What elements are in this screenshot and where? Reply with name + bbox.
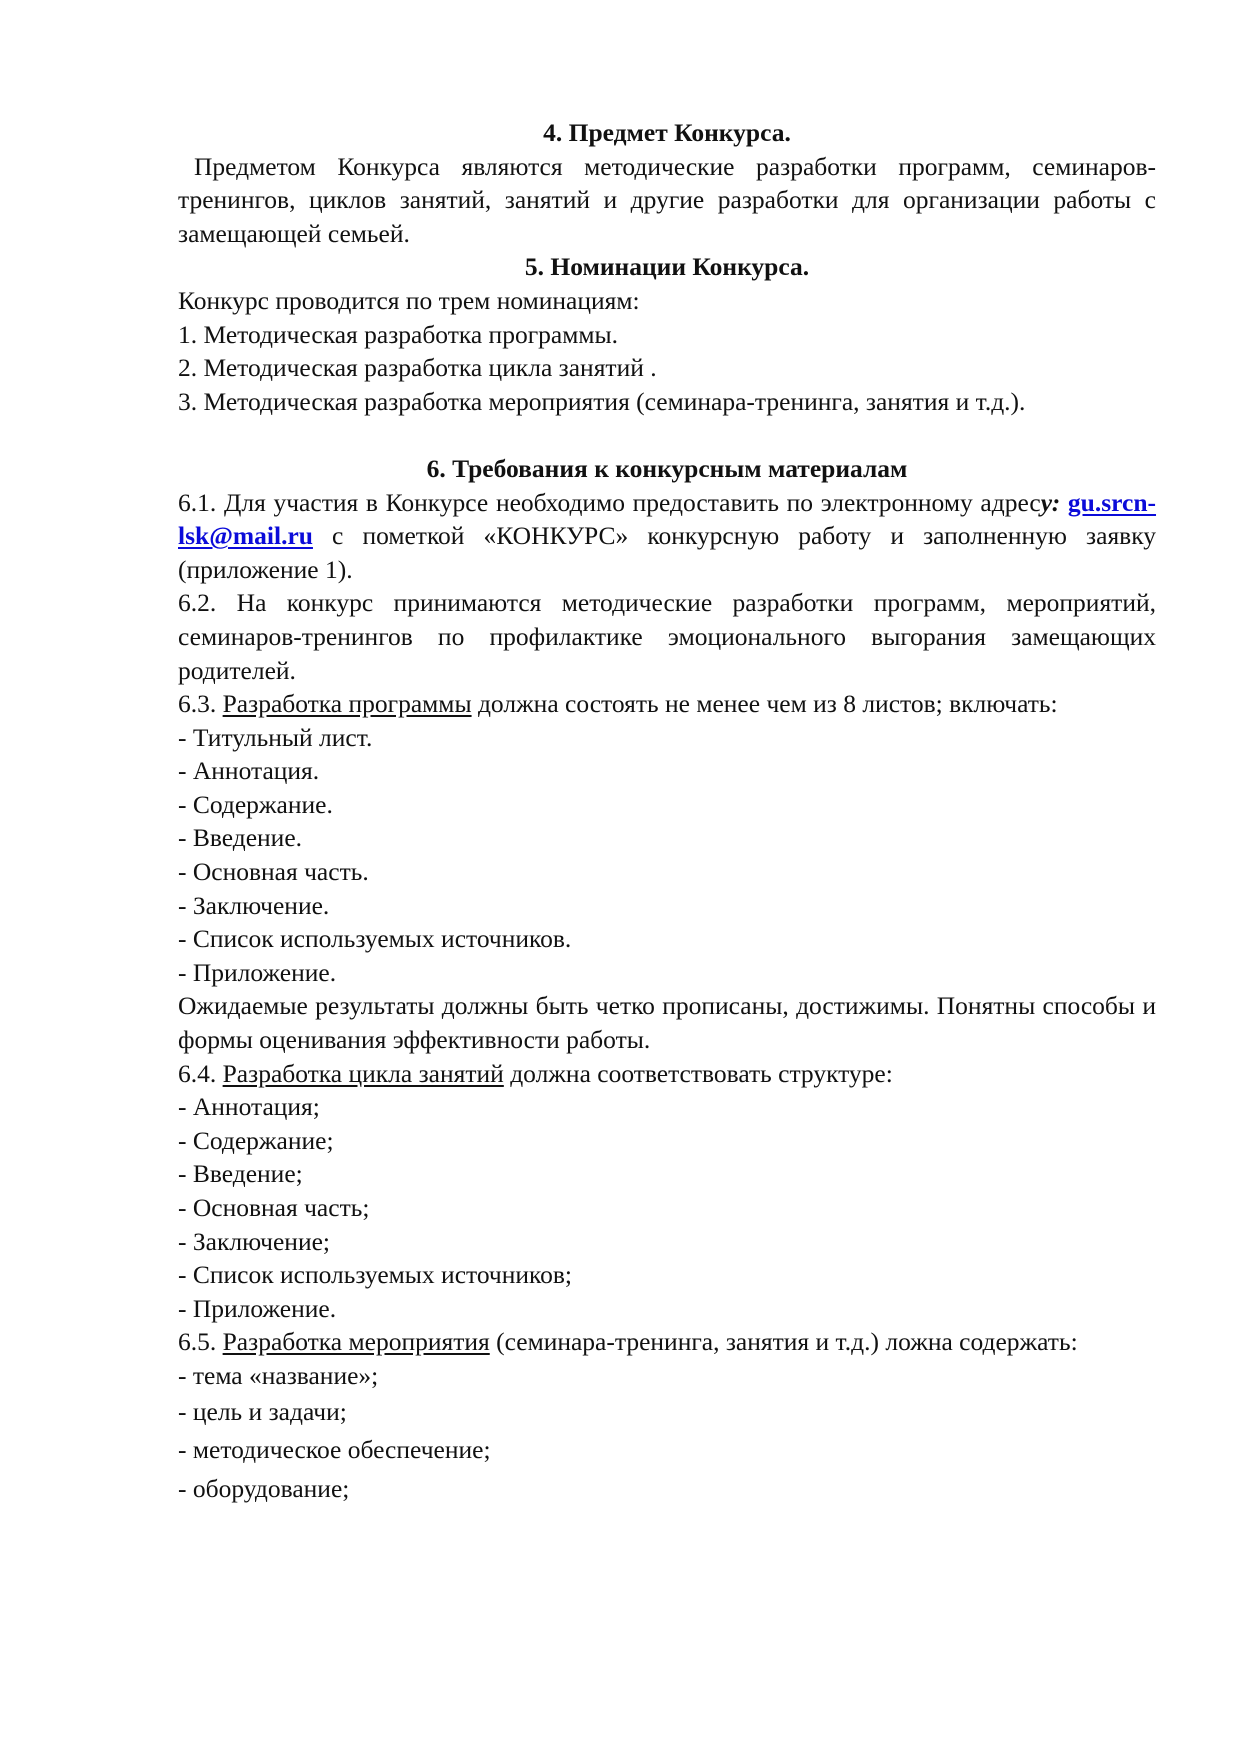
section-4-text: Предметом Конкурса являются методические разработки программ, семинаров-тренингов, циклов занятий, занятий и другие разработки для организации работы с замещающей семьей.	[178, 151, 1156, 248]
paragraph-6-1	[178, 486, 1156, 587]
course-structure-item: - Введение;	[178, 1159, 303, 1189]
course-structure-item: - Содержание;	[178, 1125, 334, 1155]
program-structure-item: - Титульный лист.	[178, 722, 373, 752]
program-structure-item: - Основная часть.	[178, 857, 369, 887]
paragraph-6-1-emph: у:	[1040, 487, 1061, 517]
section-5-title: 5. Номинации Конкурса.	[524, 252, 810, 282]
paragraph-6-5	[178, 1325, 1156, 1359]
section-6-title: 6. Требования к конкурсным материалам	[426, 453, 908, 483]
paragraph-6-1-tail: с пометкой «КОНКУРС» конкурсную работу и заполненную заявку (приложение 1).	[178, 521, 1156, 584]
event-structure-item: - оборудование;	[178, 1473, 350, 1503]
paragraph-6-4-number: 6.4.	[178, 1058, 223, 1088]
nomination-item: 2. Методическая разработка цикла занятий .	[178, 353, 657, 383]
paragraph-6-1-text: 6.1. Для участия в Конкурсе необходимо предоставить по электронному адрес	[178, 487, 1041, 517]
event-structure-item: - цель и задачи;	[178, 1396, 347, 1426]
paragraph-6-3-number: 6.3.	[178, 689, 223, 719]
event-structure-item: - методическое обеспечение;	[178, 1435, 491, 1465]
paragraph-6-3	[178, 687, 1156, 721]
course-structure-item: - Основная часть;	[178, 1193, 370, 1222]
paragraph-6-2: 6.2. На конкурс принимаются методические разработки программ, мероприятий, семинаров-тренингов по профилактике эмоционального выгорания замещающих родителей.	[178, 588, 1156, 685]
spacer	[178, 418, 1156, 452]
paragraph-6-4-underlined: Разработка цикла занятий	[222, 1058, 504, 1088]
program-structure-item: - Содержание.	[178, 789, 333, 819]
paragraph-6-5-number: 6.5.	[178, 1327, 223, 1357]
program-structure-item: - Приложение.	[178, 957, 337, 987]
program-structure-item: - Заключение.	[178, 890, 330, 920]
paragraph-6-4-tail: должна соответствовать структуре:	[503, 1058, 893, 1088]
event-structure-item: - тема «название»;	[178, 1360, 379, 1390]
nomination-item: 3. Методическая разработка мероприятия (семинара-тренинга, занятия и т.д.).	[178, 386, 1026, 416]
paragraph-6-3-underlined: Разработка программы	[222, 689, 472, 719]
email-link[interactable]: gu.srcn-lsk@mail.ru	[178, 487, 1157, 551]
program-structure-item: - Введение.	[178, 823, 303, 853]
program-structure-item: - Аннотация.	[178, 756, 320, 786]
paragraph-6-4	[178, 1057, 1156, 1091]
section-4-title: 4. Предмет Конкурса.	[543, 118, 791, 147]
course-structure-item: - Аннотация;	[178, 1092, 320, 1122]
paragraph-6-3-tail: должна состоять не менее чем из 8 листов; включать:	[471, 689, 1058, 719]
program-structure-item: - Список используемых источников.	[178, 924, 572, 954]
paragraph-6-5-underlined: Разработка мероприятия	[222, 1327, 490, 1357]
paragraph-6-5-tail: (семинара-тренинга, занятия и т.д.) ложна содержать:	[489, 1327, 1078, 1357]
section-5-intro: Конкурс проводится по трем номинациям:	[178, 285, 640, 315]
document-page	[178, 116, 1156, 1508]
course-structure-item: - Заключение;	[178, 1226, 330, 1256]
course-structure-item: - Приложение.	[178, 1293, 337, 1323]
expected-results-text: Ожидаемые результаты должны быть четко прописаны, достижимы. Понятны способы и формы оценивания эффективности работы.	[178, 991, 1156, 1055]
course-structure-item: - Список используемых источников;	[178, 1260, 572, 1290]
nomination-item: 1. Методическая разработка программы.	[178, 319, 619, 349]
